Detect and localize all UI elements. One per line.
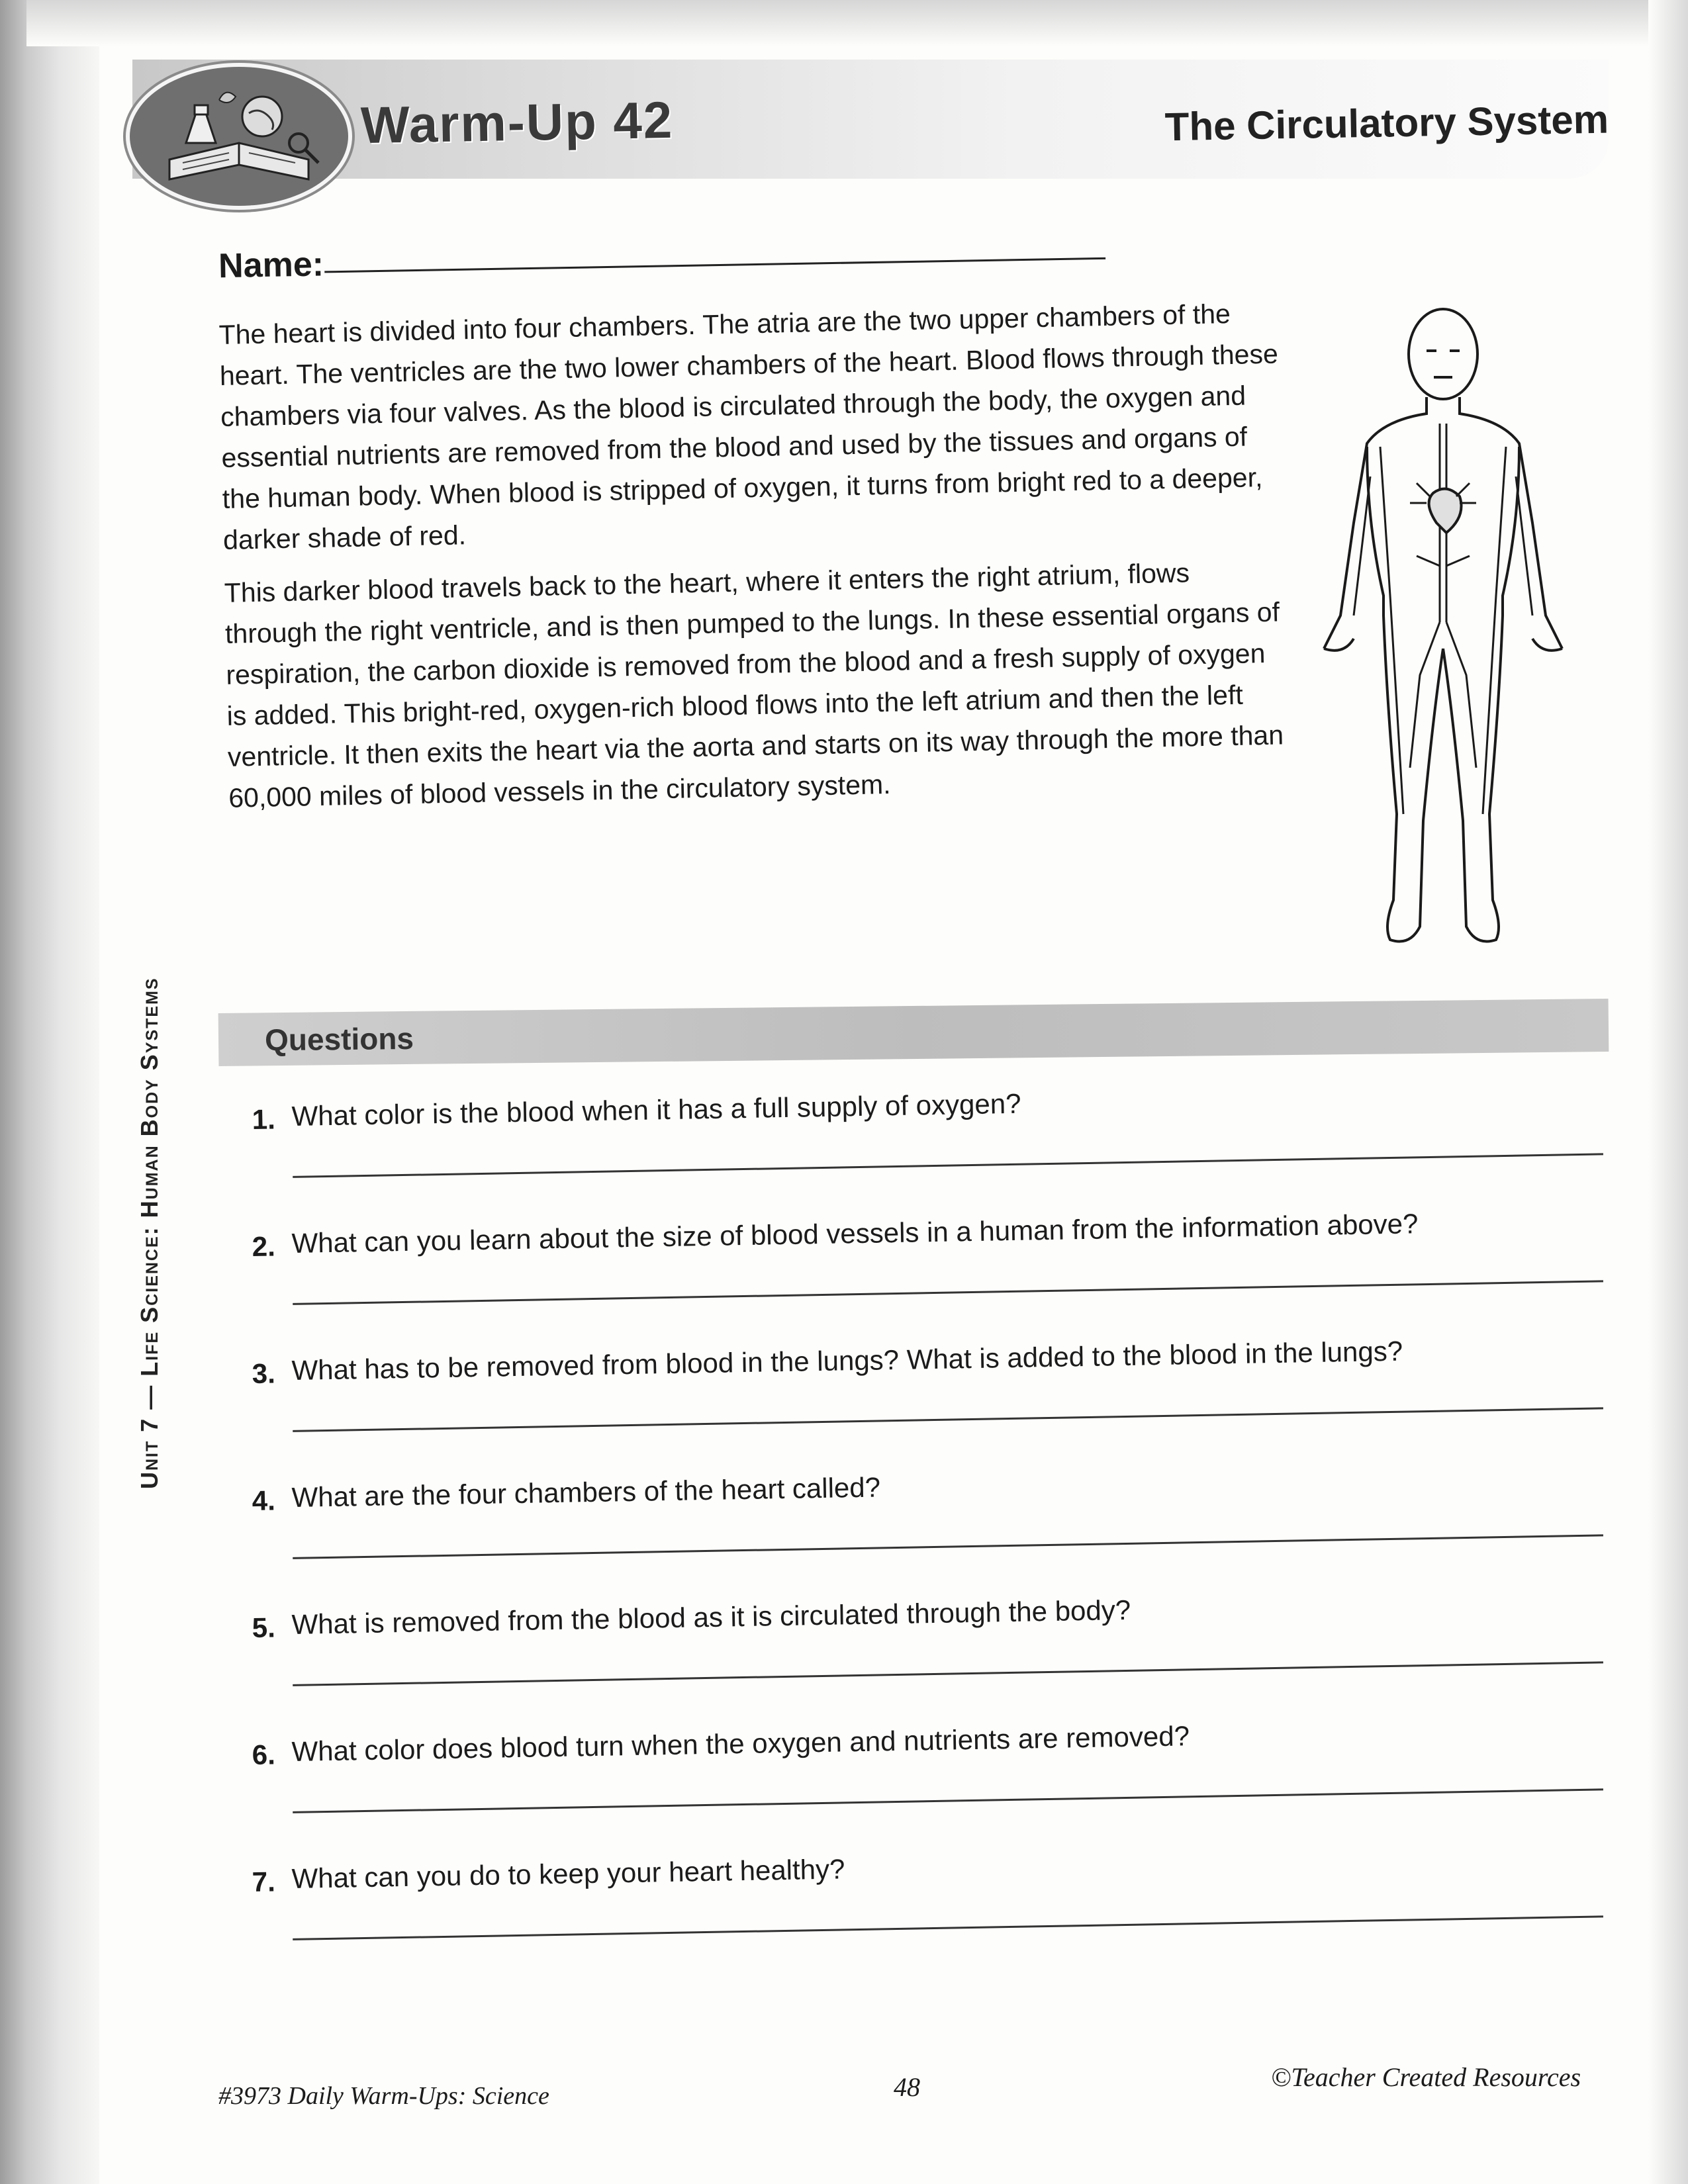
logo-emblem [126, 63, 352, 210]
question-number: 2. [252, 1230, 276, 1262]
question-text: What has to be removed from blood in the lungs? What is added to the blood in the lungs? [291, 1335, 1403, 1386]
question-item [252, 1704, 1611, 1854]
answer-line-7[interactable] [293, 1915, 1603, 1940]
question-number: 7. [252, 1866, 276, 1897]
name-field[interactable] [324, 257, 1105, 273]
passage-paragraph-1: The heart is divided into four chambers. The atria are the two upper chambers of the heart. The ventricles are the two lower chambers of the heart. Blood flows through these chambers via four valves. As the blood is circulated through the body, the oxygen and essential nutrients are removed from the blood and used by the tissues and organs of the human body. When blood is stripped of oxygen, it turns from bright red to a deeper, darker shade of red. [218, 298, 1279, 555]
question-item [252, 1831, 1611, 1981]
questions-heading: Questions [264, 1021, 414, 1058]
footer-copyright: ©Teacher Created Resources [1271, 2062, 1581, 2092]
answer-line-6[interactable] [293, 1788, 1603, 1813]
topic-title: The Circulatory System [1164, 97, 1609, 150]
question-item [252, 1576, 1611, 1727]
name-row [218, 230, 1146, 286]
reading-passage [218, 292, 1288, 830]
question-item [252, 1195, 1611, 1346]
question-item [252, 1068, 1611, 1219]
questions-heading-bar [218, 999, 1609, 1066]
human-body-icon [1304, 304, 1582, 973]
passage-paragraph-2: This darker blood travels back to the heart, where it enters the right atrium, flows through the right ventricle, and is then pumped to the lungs. In these essential organs of respiration, the carbon dioxide is removed from the blood and a fresh supply of oxygen is added. This bright-red, oxygen-rich blood flows into the left atrium and then the left ventricle. It then exits the heart via the aorta and starts on its way through the more than 60,000 miles of blood vessels in the circulatory system. [224, 557, 1284, 813]
answer-line-1[interactable] [293, 1153, 1603, 1178]
page-binding-edge [0, 0, 99, 2184]
warmup-title: Warm-Up 42 [360, 90, 674, 155]
question-number: 1. [252, 1103, 276, 1135]
question-item [252, 1449, 1611, 1600]
circulatory-system-illustration [1304, 304, 1582, 973]
question-number: 4. [252, 1484, 276, 1516]
question-text: What is removed from the blood as it is circulated through the body? [291, 1594, 1131, 1640]
science-books-icon [156, 80, 322, 193]
answer-line-2[interactable] [293, 1280, 1603, 1305]
answer-line-5[interactable] [293, 1661, 1603, 1686]
name-label: Name: [218, 245, 324, 286]
question-text: What can you learn about the size of blood vessels in a human from the information above? [291, 1208, 1419, 1259]
unit-side-label: Unit 7 — Life Science: Human Body Systems [136, 977, 163, 1489]
footer-book-title: #3973 Daily Warm-Ups: Science [218, 2082, 549, 2110]
top-shadow [26, 0, 1688, 46]
right-edge-shadow [1648, 0, 1688, 2184]
question-text: What color does blood turn when the oxygen and nutrients are removed? [291, 1720, 1190, 1767]
answer-line-4[interactable] [293, 1534, 1603, 1559]
question-number: 6. [252, 1739, 276, 1770]
answer-line-3[interactable] [293, 1407, 1603, 1432]
question-number: 5. [252, 1612, 276, 1643]
question-item [252, 1322, 1611, 1473]
question-text: What color is the blood when it has a full supply of oxygen? [291, 1087, 1021, 1132]
question-text: What are the four chambers of the heart called? [291, 1471, 881, 1513]
question-list [252, 1087, 1609, 1981]
page-number: 48 [894, 2072, 920, 2102]
question-number: 3. [252, 1357, 276, 1389]
question-text: What can you do to keep your heart healthy? [291, 1853, 845, 1894]
